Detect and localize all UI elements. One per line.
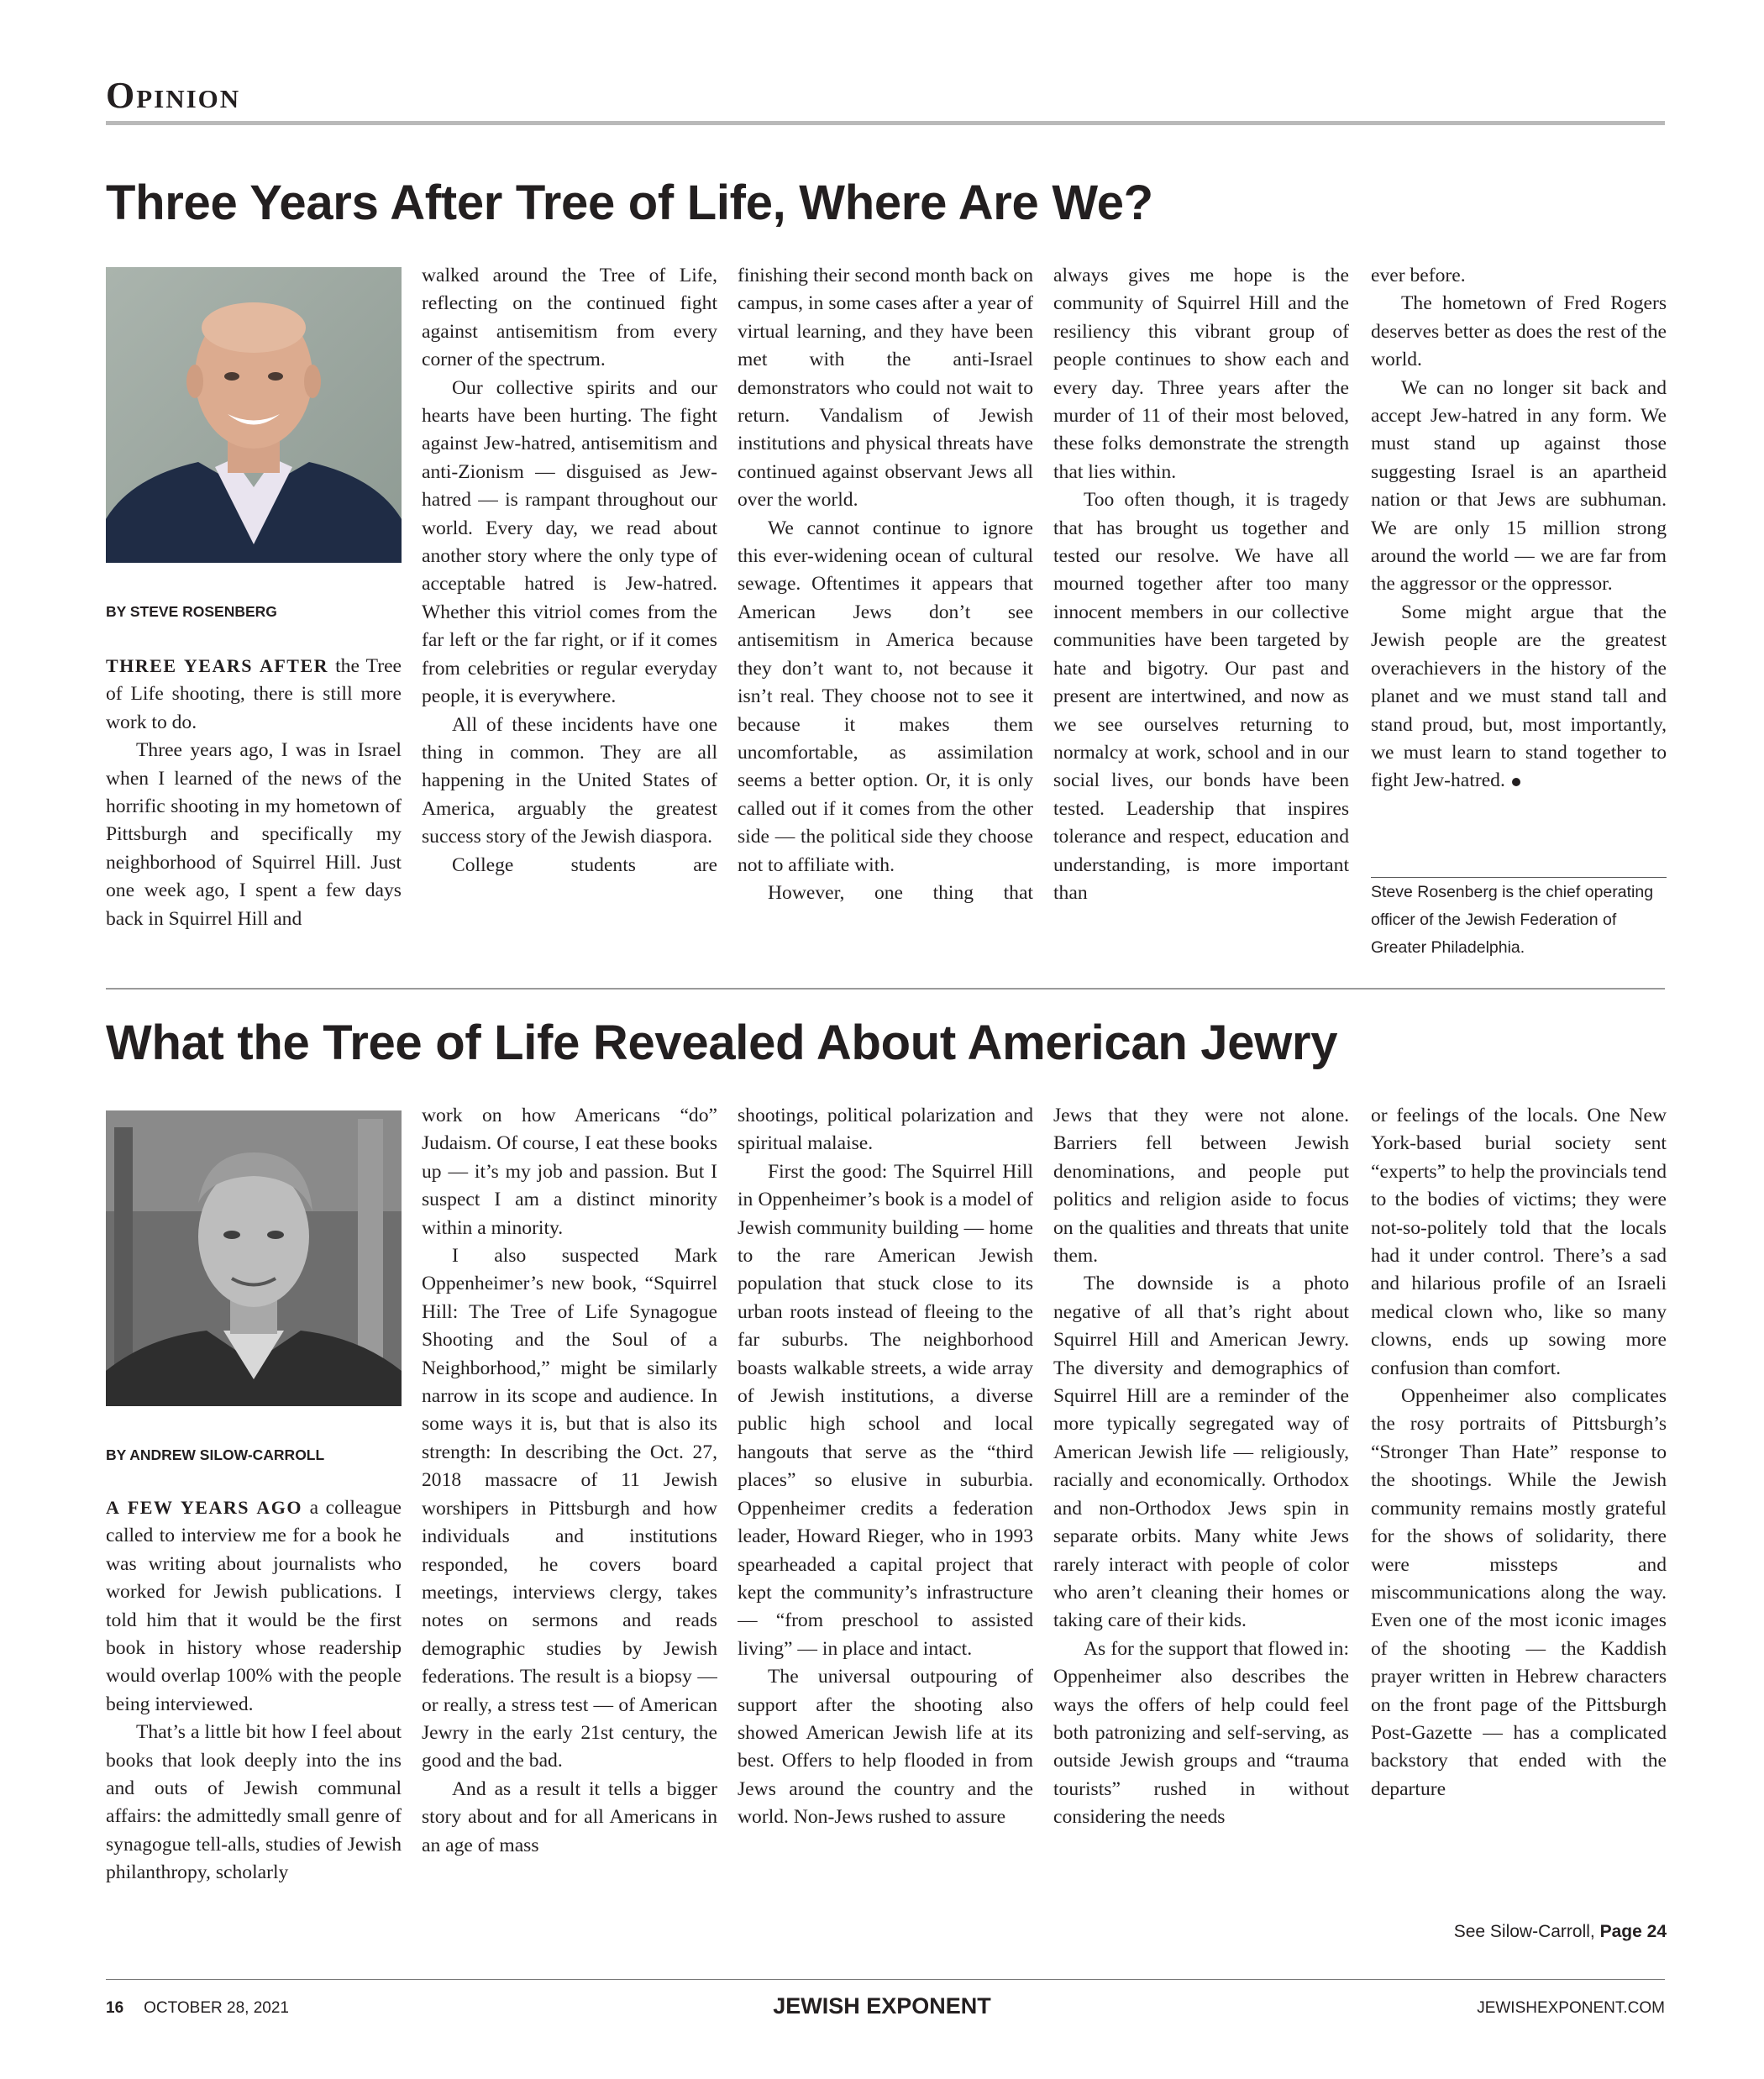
see-also-text: See Silow-Carroll, xyxy=(1453,1922,1595,1941)
paragraph: However, one thing that xyxy=(768,881,1033,904)
see-also-page: Page 24 xyxy=(1599,1922,1667,1941)
paragraph: shootings, political polarization and spiritual malaise. xyxy=(738,1105,1033,1155)
article2-byline: BY ANDREW SILOW-CARROLL xyxy=(106,1446,325,1463)
article2-column-1 xyxy=(106,1494,402,1947)
author-photo-silow-carroll xyxy=(106,1110,402,1406)
article1-column-4 xyxy=(1053,262,1349,963)
paragraph: Jews that they were not alone. Barriers fell between Jewish denominations, and people put politics and religion aside to focus on the qualities and threats that unite them. xyxy=(1053,1105,1349,1268)
author-photo-rosenberg xyxy=(106,267,402,563)
article2-column-2 xyxy=(422,1102,717,1947)
paragraph: As for the support that flowed in: Oppenheimer also describes the ways the offers of help could feel both patronizing and self-serving, as outside Jewish groups and “trauma tourists” rushed in without considering the needs xyxy=(1053,1637,1349,1829)
paragraph: or feelings of the locals. One New York-based burial society sent “experts” to help the provincials tend to the bodies of victims; they were not-so-politely told that the locals had it under control. There’s a sad and hilarious profile of an Israeli medical clown who, like so many clowns, ends up sowing more confusion than comfort. xyxy=(1371,1105,1667,1379)
paragraph: ever before. xyxy=(1371,265,1466,286)
article1-column-2 xyxy=(422,262,717,963)
paragraph: always gives me hope is the community of Squirrel Hill and the resiliency this vibrant group of people continues to show each and every day. Three years after the murder of 11 of their most beloved, these folks demonstrate the strength that lies within. xyxy=(1053,265,1349,483)
page-number: 16 xyxy=(106,1999,124,2017)
section-rule xyxy=(106,121,1665,125)
article1-byline: BY STEVE ROSENBERG xyxy=(106,603,277,620)
paragraph: The downside is a photo negative of all that’s right about Squirrel Hill and American Jewry. The diversity and demographics of Squirrel Hill are a reminder of the more typically segregated way of American Jewish life — religiously, racially and economically. Orthodox and non-Orthodox Jews spin in separate orbits. Many white Jews rarely interact with people of color who aren’t cleaning their homes or taking care of their kids. xyxy=(1053,1273,1349,1632)
paragraph: We can no longer sit back and accept Jew-hatred in any form. We must stand up against those suggesting Israel is an apartheid nation or that Jews are subhuman. We are only 15 million strong around the world — we are far from the aggressor or the oppressor. xyxy=(1371,376,1667,596)
paragraph: That’s a little bit how I feel about books that look deeply into the ins and outs of Jewish communal affairs: the admittedly small genre of synagogue tell-alls, studies of Jewish philanthropy, scholarly xyxy=(106,1721,402,1884)
paragraph: First the good: The Squirrel Hill in Oppenheimer’s book is a model of Jewish community building — home to the rare American Jewish population that stuck close to its urban roots instead of fleeing to the far suburbs. The neighborhood boasts walkable streets, a wide array of Jewish institutions, a diverse public high school and local hangouts that serve as the “third places” so elusive in suburbia. Oppenheimer credits a federation leader, Howard Rieger, who in 1993 spearheaded a capital project that kept the community’s infrastructure — “from preschool to assisted living” — in place and intact. xyxy=(738,1160,1033,1660)
paragraph: And as a result it tells a bigger story about and for all Americans in an age of mass xyxy=(422,1777,717,1856)
paragraph: Three years ago, I was in Israel when I learned of the news of the horrific shooting in my hometown of Pittsburgh and specifically my neighborhood of Squirrel Hill. Just one week ago, I spent a few days back in Squirrel Hill and xyxy=(106,739,402,930)
paragraph-text: Some might argue that the Jewish people are the greatest overachievers in the history of the planet and we must stand tall and stand proud, but, most importantly, we must learn to stand together to fight Jew-hatred. xyxy=(1371,601,1667,792)
paragraph: the Tree of Life shooting, there is still more work to do. xyxy=(106,655,402,733)
bio-rule xyxy=(1371,877,1667,878)
lead-in: THREE YEARS AFTER xyxy=(106,655,329,676)
section-label: Opinion xyxy=(106,75,241,116)
author-portrait-icon xyxy=(106,267,402,563)
paragraph: I also suspected Mark Oppenheimer’s new book, “Squirrel Hill: The Tree of Life Synagogue Shooting and the Soul of a Neighborhood,” might be similarly narrow in its scope and audience. In some ways it is, but that is also its strength: In describing the Oct. 27, 2018 massacre of 11 Jewish worshipers in Pittsburgh and how individuals and institutions responded, he covers board meetings, interviews clergy, takes notes on sermons and reads demographic studies by Jewish federations. The result is a biopsy — or really, a stress test — of American Jewry in the early 21st century, the good and the bad. xyxy=(422,1245,717,1772)
issue-date: OCTOBER 28, 2021 xyxy=(144,1999,289,2017)
paragraph: Oppenheimer also complicates the rosy portraits of Pittsburgh’s “Stronger Than Hate” response to the shootings. While the Jewish community remains mostly grateful for the shows of solidarity, there were missteps and miscommunications along the way. Even one of the most iconic images of the shooting — the Kaddish prayer written in Hebrew characters on the front page of the Pittsburgh Post-Gazette — has a complicated backstory that ended with the departure xyxy=(1371,1385,1667,1800)
paragraph: work on how Americans “do” Judaism. Of course, I eat these books up — it’s my job and passion. But I suspect I am a distinct minority within a minority. xyxy=(422,1105,717,1239)
article1-column-3 xyxy=(738,262,1033,963)
paragraph: finishing their second month back on campus, in some cases after a year of virtual learning, and they have been met with the anti-Israel demonstrators who could not wait to return. Vandalism of Jewish institutions and physical threats have continued against observant Jews all over the world. xyxy=(738,265,1033,512)
paragraph: Too often though, it is tragedy that has brought us together and tested our resolve. We have all mourned together after too many innocent members in our collective communities have been targeted by hate and bigotry. Our past and present are intertwined, and now as we see ourselves returning to normalcy at work, school and in our social lives, our bonds have been tested. Leadership that inspires tolerance and respect, education and understanding, is more important than xyxy=(1053,489,1349,904)
author-portrait-icon xyxy=(106,1110,402,1406)
publication-name: JEWISH EXPONENT xyxy=(773,1993,991,2019)
footer-rule xyxy=(106,1979,1665,1980)
article-divider xyxy=(106,988,1665,990)
paragraph: The hometown of Fred Rogers deserves better as does the rest of the world. xyxy=(1371,292,1667,371)
article1-column-1 xyxy=(106,652,402,963)
website-link[interactable]: JEWISHEXPONENT.COM xyxy=(1477,1999,1665,2017)
paragraph: Our collective spirits and our hearts have been hurting. The fight against Jew-hatred, antisemitism and anti-Zionism — disguised as Jew-hatred — is rampant throughout our world. Every day, we read about another story where the only type of acceptable hatred is Jew-hatred. Whether this vitriol comes from the far left or the far right, or if it comes from celebrities or regular everyday people, it is everywhere. xyxy=(422,376,717,708)
paragraph xyxy=(1371,599,1667,795)
lead-in: A FEW YEARS AGO xyxy=(106,1497,303,1518)
author-bio: Steve Rosenberg is the chief operating officer of the Jewish Federation of Greater Philadelphia. xyxy=(1371,883,1654,957)
article2-column-5 xyxy=(1371,1102,1667,1892)
paragraph: We cannot continue to ignore this ever-widening ocean of cultural sewage. Oftentimes it appears that American Jews don’t see antisemitism in America because they don’t want to, not because it isn’t real. They choose not to see it because it makes them uncomfortable, as assimilation seems a better option. Or, it is only called out if it comes from the other side — the political side they choose not to affiliate with. xyxy=(738,517,1033,876)
continued-jump[interactable] xyxy=(1371,1922,1667,1942)
paragraph: walked around the Tree of Life, reflecting on the continued fight against antisemitism from every corner of the spectrum. xyxy=(422,265,717,371)
article1-headline: Three Years After Tree of Life, Where Are We? xyxy=(106,176,1153,230)
article2-column-4 xyxy=(1053,1102,1349,1947)
paragraph: a colleague called to interview me for a book he was writing about journalists who worked for Jewish publications. I told him that it would be the first book in history whose readership would overlap 100% with the people being interviewed. xyxy=(106,1497,402,1715)
end-mark-icon xyxy=(1512,778,1520,786)
paragraph: The universal outpouring of support after the shooting also showed American Jewish life at its best. Offers to help flooded in from Jews around the country and the world. Non-Jews rushed to assure xyxy=(738,1666,1033,1829)
paragraph: College students are xyxy=(452,853,717,876)
article2-headline: What the Tree of Life Revealed About American Jewry xyxy=(106,1016,1338,1070)
paragraph: All of these incidents have one thing in common. They are all happening in the United States of America, arguably the greatest success story of the Jewish diaspora. xyxy=(422,713,717,848)
article2-column-3 xyxy=(738,1102,1033,1947)
article1-column-5 xyxy=(1371,262,1667,867)
